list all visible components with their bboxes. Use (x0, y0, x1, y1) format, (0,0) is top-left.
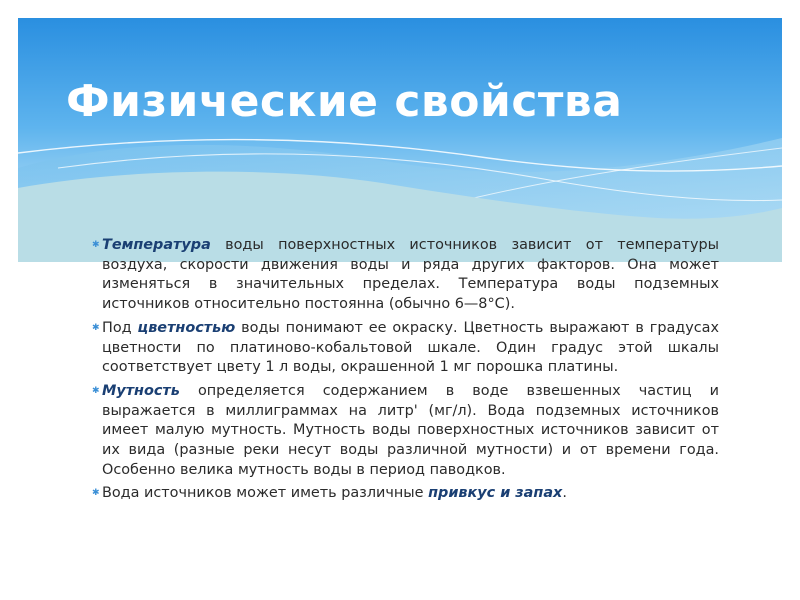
star-bullet-icon: ✱ (92, 385, 100, 396)
bullet-term: цветностью (137, 319, 236, 336)
bullet-item (92, 484, 719, 504)
bullet-text: воды поверхностных источников зависит от температуры воздуха, скорости движения воды и ряда других факторов. Она может изменяться в значительных пределах. Температура воды подземных источников относительно постоянна (обычно 6—8°С). (102, 237, 719, 313)
star-bullet-icon: ✱ (92, 488, 100, 499)
bullet-text: воды понимают ее окраску. Цветность выражают в градусах цветности по платиново-кобальтовой шкале. Один градус этой шкалы соответствует цвету 1 л воды, окрашенной 1 мг порошка платины. (102, 319, 720, 376)
star-bullet-icon: ✱ (92, 322, 100, 333)
bullet-item (92, 236, 719, 315)
header-banner (18, 18, 782, 262)
bullet-item (92, 382, 719, 481)
star-bullet-icon: ✱ (92, 240, 100, 250)
bullet-text: определяется содержанием в воде взвешенных частиц и выражается в миллиграммах на литр' (мг/л). Вода подземных источников имеет малую мутность. Мутность воды поверхностных источников зависит от их вида (разные реки несут воды различной мутности) и от времени года. Особенно велика мутность воды в период паводков. (102, 382, 719, 478)
sky-wave-background (18, 18, 782, 262)
bullet-item (92, 319, 719, 378)
slide-title: Физические свойства (66, 76, 623, 127)
bullet-text: Вода источников может иметь различные (102, 485, 429, 502)
bullet-text: . (562, 485, 567, 502)
bullet-text: Под (102, 319, 138, 336)
bullet-term: Мутность (102, 382, 180, 399)
bullet-term: Температура (102, 237, 211, 253)
bullet-list (92, 236, 719, 508)
bullet-term: привкус и запах (428, 485, 563, 502)
